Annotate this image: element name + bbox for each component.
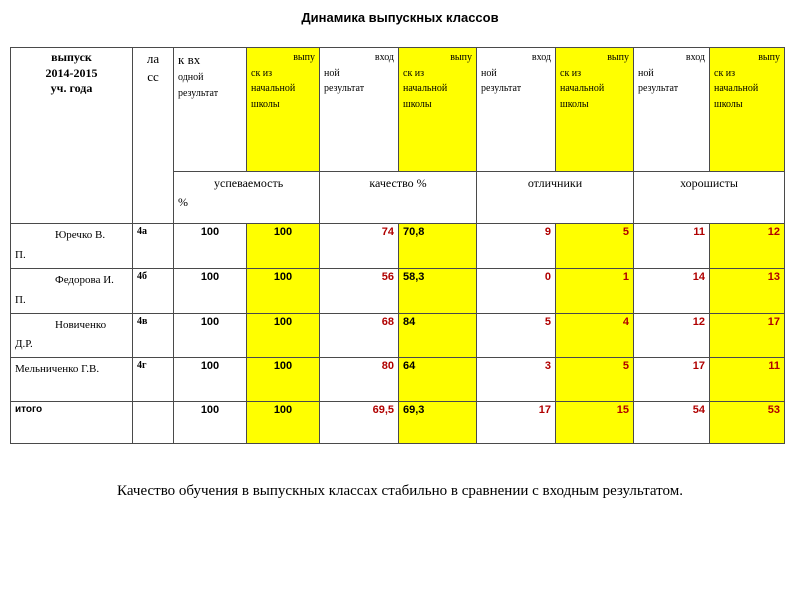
group-quality: качество % xyxy=(320,172,477,224)
header-text: ск из xyxy=(403,67,425,79)
value-cell: 68 xyxy=(320,313,399,358)
value-cell: 100 xyxy=(247,402,320,444)
value-cell: 100 xyxy=(174,402,247,444)
header-text: результат xyxy=(324,83,365,94)
header-text: одной xyxy=(178,72,204,84)
value-cell: 9 xyxy=(477,224,556,269)
value-cell: 17 xyxy=(477,402,556,444)
header-text: 2014-2015 xyxy=(45,65,98,80)
results-table xyxy=(10,47,785,444)
header-text: выпу xyxy=(758,52,780,63)
value-cell: 100 xyxy=(247,313,320,358)
value-cell: 100 xyxy=(174,224,247,269)
header-text: к вх xyxy=(178,52,201,67)
value-cell: 100 xyxy=(174,313,247,358)
name-line: Д.Р. xyxy=(15,338,33,351)
header-entry-2 xyxy=(320,48,399,172)
name-line: Новиченко xyxy=(55,318,107,331)
header-text: школы xyxy=(714,98,743,110)
header-text: начальной xyxy=(714,83,759,94)
header-text: вход xyxy=(685,52,705,63)
header-text: начальной xyxy=(251,83,296,94)
group-good: хорошисты xyxy=(634,172,785,224)
header-primary-1 xyxy=(247,48,320,172)
total-row xyxy=(11,402,785,444)
header-text: школы xyxy=(560,98,589,110)
value-cell: 11 xyxy=(710,358,785,402)
header-entry-1 xyxy=(174,48,247,172)
value-cell: 17 xyxy=(634,358,710,402)
value-cell: 12 xyxy=(710,224,785,269)
header-primary-3 xyxy=(556,48,634,172)
header-graduation-year xyxy=(11,48,133,224)
name-line: Юречко В. xyxy=(55,229,106,241)
header-text: вход xyxy=(374,52,394,63)
value-cell: 69,3 xyxy=(399,402,477,444)
value-cell: 80 xyxy=(320,358,399,402)
header-entry-3 xyxy=(477,48,556,172)
value-cell: 56 xyxy=(320,269,399,314)
name-line: П. xyxy=(15,293,26,306)
name-line: Мельниченко Г.В. xyxy=(15,363,100,376)
header-text: уч. года xyxy=(50,81,93,96)
value-cell: 12 xyxy=(634,313,710,358)
name-line: П. xyxy=(15,248,26,261)
student-name xyxy=(11,358,133,402)
page-title: Динамика выпускных классов xyxy=(301,10,499,25)
student-name xyxy=(11,224,133,269)
class-cell: 4б xyxy=(133,269,174,314)
value-cell: 0 xyxy=(477,269,556,314)
value-cell: 17 xyxy=(710,313,785,358)
header-text: результат xyxy=(481,83,522,94)
header-text: школы xyxy=(403,98,432,110)
value-cell: 74 xyxy=(320,224,399,269)
table-row xyxy=(11,358,785,402)
student-name xyxy=(11,269,133,314)
header-row xyxy=(11,48,785,172)
value-cell: 70,8 xyxy=(399,224,477,269)
value-cell: 5 xyxy=(556,358,634,402)
name-line: Федорова И. xyxy=(55,274,114,286)
header-text: результат xyxy=(638,83,679,94)
value-cell: 11 xyxy=(634,224,710,269)
value-cell: 15 xyxy=(556,402,634,444)
class-cell xyxy=(133,402,174,444)
value-cell: 53 xyxy=(710,402,785,444)
class-cell: 4в xyxy=(133,313,174,358)
class-cell: 4г xyxy=(133,358,174,402)
value-cell: 5 xyxy=(477,313,556,358)
value-cell: 5 xyxy=(556,224,634,269)
value-cell: 54 xyxy=(634,402,710,444)
total-label: итого xyxy=(11,402,133,444)
value-cell: 100 xyxy=(174,358,247,402)
header-text: ск из xyxy=(560,67,582,79)
header-text: выпу xyxy=(607,52,629,63)
value-cell: 14 xyxy=(634,269,710,314)
header-text: выпу xyxy=(450,52,472,63)
header-text: ск из xyxy=(714,67,736,79)
value-cell: 3 xyxy=(477,358,556,402)
class-cell: 4а xyxy=(133,224,174,269)
value-cell: 4 xyxy=(556,313,634,358)
value-cell: 64 xyxy=(399,358,477,402)
header-text: школы xyxy=(251,98,280,110)
group-excellent: отличники xyxy=(477,172,634,224)
table-row xyxy=(11,224,785,269)
group-label: % xyxy=(178,195,188,210)
header-text: сс xyxy=(147,69,159,85)
value-cell: 69,5 xyxy=(320,402,399,444)
table-row xyxy=(11,269,785,314)
group-label: успеваемость xyxy=(214,176,284,190)
header-text: ной xyxy=(638,67,654,79)
value-cell: 100 xyxy=(247,224,320,269)
student-name xyxy=(11,313,133,358)
value-cell: 84 xyxy=(399,313,477,358)
header-primary-2 xyxy=(399,48,477,172)
header-entry-4 xyxy=(634,48,710,172)
value-cell: 100 xyxy=(247,269,320,314)
header-text: ной xyxy=(324,67,340,79)
table-row xyxy=(11,313,785,358)
header-class xyxy=(133,48,174,224)
header-text: выпу xyxy=(293,52,315,63)
header-text: ной xyxy=(481,67,497,79)
header-text: ла xyxy=(146,51,160,66)
header-text: вход xyxy=(531,52,551,63)
header-text: начальной xyxy=(403,83,448,94)
header-text: выпуск xyxy=(51,50,92,64)
header-text: начальной xyxy=(560,83,605,94)
summary-text: Качество обучения в выпускных классах стабильно в сравнении с входным результатом. xyxy=(117,483,683,499)
value-cell: 100 xyxy=(174,269,247,314)
header-text: ск из xyxy=(251,67,273,79)
value-cell: 58,3 xyxy=(399,269,477,314)
value-cell: 13 xyxy=(710,269,785,314)
header-text: результат xyxy=(178,87,219,99)
value-cell: 1 xyxy=(556,269,634,314)
group-success-rate xyxy=(174,172,320,224)
value-cell: 100 xyxy=(247,358,320,402)
header-primary-4 xyxy=(710,48,785,172)
